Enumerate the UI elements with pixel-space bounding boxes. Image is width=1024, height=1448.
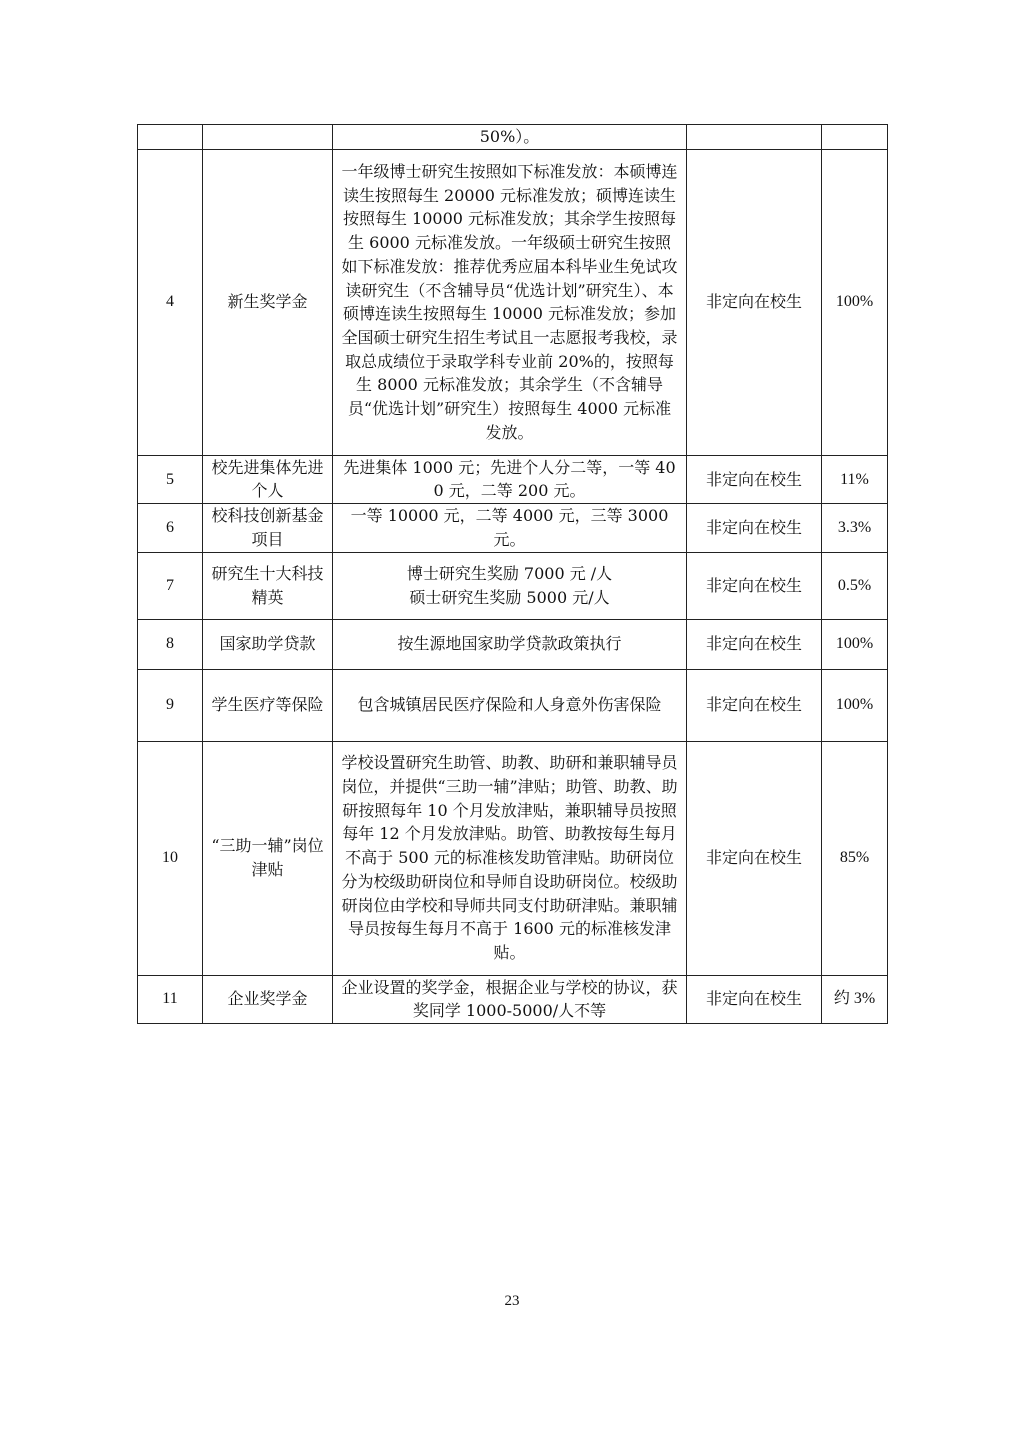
scholarship-table	[137, 124, 888, 1024]
description-cell: 一年级博士研究生按照如下标准发放：本硕博连读生按照每生 20000 元标准发放；硕博连读生按照每生 10000 元标准发放；其余学生按照每生 6000 元标准发放。一年级硕士研究生按照如下标准发放：推荐优秀应届本科毕业生免试攻读研究生（不含辅导员“优选计划”研究生）、本硕博连读生按照每生 10000 元标准发放；参加全国硕士研究生招生考试且一志愿报考我校，录取总成绩位于录取学科专业前 20%的，按照每生 8000 元标准发放；其余学生（不含辅导员“优选计划”研究生）按照每生 4000 元标准发放。	[333, 149, 687, 455]
target-cell: 非定向在校生	[687, 149, 822, 455]
row-number-cell: 8	[138, 619, 203, 669]
ratio-cell: 100%	[822, 149, 888, 455]
item-name-cell: 校先进集体先进个人	[203, 455, 333, 503]
ratio-cell: 0.5%	[822, 552, 888, 619]
description-cell: 包含城镇居民医疗保险和人身意外伤害保险	[333, 669, 687, 741]
target-cell: 非定向在校生	[687, 619, 822, 669]
page-number: 23	[504, 1293, 520, 1309]
item-name-cell: 新生奖学金	[203, 149, 333, 455]
row-number-cell: 9	[138, 669, 203, 741]
item-name-cell: “三助一辅”岗位津贴	[203, 741, 333, 975]
table-row	[138, 455, 888, 503]
description-cell: 一等 10000 元，二等 4000 元，三等 3000 元。	[333, 504, 687, 552]
item-name-cell: 国家助学贷款	[203, 619, 333, 669]
description-cell: 按生源地国家助学贷款政策执行	[333, 619, 687, 669]
target-cell: 非定向在校生	[687, 975, 822, 1023]
ratio-cell: 约 3%	[822, 975, 888, 1023]
table-row	[138, 669, 888, 741]
item-name-cell: 校科技创新基金项目	[203, 504, 333, 552]
row-number-cell: 7	[138, 552, 203, 619]
table-row	[138, 552, 888, 619]
target-cell	[687, 125, 822, 150]
description-cell: 50%）。	[333, 125, 687, 150]
item-name-cell: 企业奖学金	[203, 975, 333, 1023]
row-number-cell: 5	[138, 455, 203, 503]
row-number-cell: 10	[138, 741, 203, 975]
ratio-cell: 3.3%	[822, 504, 888, 552]
target-cell: 非定向在校生	[687, 741, 822, 975]
table-row	[138, 504, 888, 552]
target-cell: 非定向在校生	[687, 669, 822, 741]
description-cell	[333, 552, 687, 619]
table-row	[138, 149, 888, 455]
ratio-cell: 100%	[822, 619, 888, 669]
item-name-cell: 研究生十大科技精英	[203, 552, 333, 619]
table-row	[138, 125, 888, 150]
ratio-cell	[822, 125, 888, 150]
table-row	[138, 975, 888, 1023]
row-number-cell: 6	[138, 504, 203, 552]
description-line: 硕士研究生奖励 5000 元/人	[409, 587, 610, 607]
description-cell: 学校设置研究生助管、助教、助研和兼职辅导员岗位，并提供“三助一辅”津贴；助管、助教、助研按照每年 10 个月发放津贴，兼职辅导员按照每年 12 个月发放津贴。助管、助教按每生每月不高于 500 元的标准核发助管津贴。助研岗位分为校级助研岗位和导师自设助研岗位。校级助研岗位由学校和导师共同支付助研津贴。兼职辅导员按每生每月不高于 1600 元的标准核发津贴。	[333, 741, 687, 975]
description-cell: 企业设置的奖学金，根据企业与学校的协议，获奖同学 1000-5000/人不等	[333, 975, 687, 1023]
target-cell: 非定向在校生	[687, 552, 822, 619]
table-row	[138, 741, 888, 975]
row-number-cell: 11	[138, 975, 203, 1023]
item-name-cell: 学生医疗等保险	[203, 669, 333, 741]
item-name-cell	[203, 125, 333, 150]
target-cell: 非定向在校生	[687, 455, 822, 503]
description-cell: 先进集体 1000 元；先进个人分二等，一等 400 元，二等 200 元。	[333, 455, 687, 503]
target-cell: 非定向在校生	[687, 504, 822, 552]
ratio-cell: 100%	[822, 669, 888, 741]
table-row	[138, 619, 888, 669]
description-line: 博士研究生奖励 7000 元 /人	[406, 563, 613, 583]
ratio-cell: 11%	[822, 455, 888, 503]
ratio-cell: 85%	[822, 741, 888, 975]
row-number-cell: 4	[138, 149, 203, 455]
row-number-cell	[138, 125, 203, 150]
